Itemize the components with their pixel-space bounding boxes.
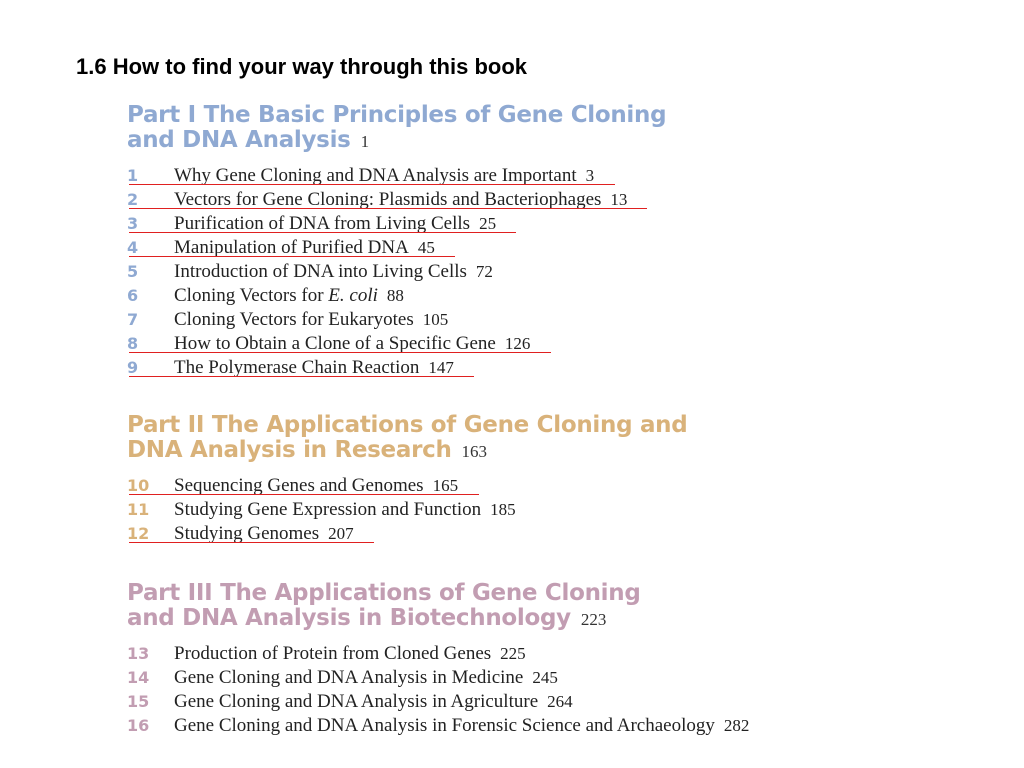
chapter-page: 72 [475,262,493,281]
chapter-page: 13 [610,190,628,209]
chapter-number: 7 [127,310,139,329]
chapter-page: 282 [723,716,750,735]
red-underline-mark [129,184,615,185]
chapter-page: 165 [432,476,459,495]
chapter-row [127,474,1007,498]
part-3-heading [127,581,1007,632]
red-underline-mark [129,208,647,209]
chapter-row [127,260,1007,284]
chapter-title: Cloning Vectors for Eukaryotes [174,309,414,330]
chapter-row [127,308,1007,332]
chapter-row [127,332,1007,356]
chapter-row [127,642,1007,666]
chapter-page: 126 [504,334,531,353]
chapter-row [127,498,1007,522]
chapter-title: Sequencing Genes and Genomes [174,475,424,496]
chapter-page: 25 [479,214,497,233]
chapter-row [127,522,1007,546]
part-heading-line1: Part III The Applications of Gene Cloning [127,580,641,606]
chapter-row [127,164,1007,188]
chapter-title-text: Cloning Vectors for [174,285,329,306]
chapter-number: 16 [127,716,150,735]
chapter-page: 3 [585,166,595,185]
chapter-page: 264 [547,692,573,711]
part-page-number: 1 [360,132,370,151]
chapter-title: Why Gene Cloning and DNA Analysis are Important [174,165,577,186]
chapter-number: 6 [127,286,139,305]
chapter-number: 13 [127,644,150,663]
chapter-number: 8 [127,334,139,353]
chapter-title: Gene Cloning and DNA Analysis in Agriculture [174,691,539,712]
part-heading-line2: and DNA Analysis [127,127,351,153]
chapter-page: 45 [417,238,435,257]
chapter-page: 88 [386,286,404,305]
part-2-heading [127,413,1007,464]
chapter-page: 225 [500,644,526,663]
chapter-title: Manipulation of Purified DNA [174,237,409,258]
part-1-heading [127,103,1007,154]
red-underline-mark [129,542,374,543]
red-underline-mark [129,256,455,257]
chapter-title [174,285,378,306]
chapter-row [127,690,1007,714]
chapter-row [127,236,1007,260]
slide-title: 1.6 How to find your way through this book [76,54,527,79]
part-1-section [127,103,1007,380]
chapter-row [127,212,1007,236]
chapter-number: 2 [127,190,139,209]
red-underline-mark [129,494,479,495]
chapter-list [127,474,1007,546]
chapter-list [127,164,1007,380]
red-underline-mark [129,352,551,353]
chapter-page: 105 [422,310,449,329]
red-underline-mark [129,376,474,377]
chapter-row [127,714,1007,738]
chapter-title: How to Obtain a Clone of a Specific Gene [174,333,496,354]
part-2-section [127,413,1007,546]
chapter-number: 9 [127,358,139,377]
chapter-title: Gene Cloning and DNA Analysis in Medicine [174,667,524,688]
part-heading-line2: DNA Analysis in Research [127,437,452,463]
chapter-number: 3 [127,214,139,233]
chapter-title: Studying Genomes [174,523,320,544]
chapter-number: 14 [127,668,150,687]
chapter-number: 4 [127,238,139,257]
chapter-row [127,356,1007,380]
chapter-title: The Polymerase Chain Reaction [174,357,420,378]
chapter-title: Production of Protein from Cloned Genes [174,643,492,664]
chapter-number: 5 [127,262,139,281]
part-page-number: 163 [461,442,488,461]
chapter-page: 185 [490,500,516,519]
red-underline-mark [129,232,516,233]
chapter-title-italic: E. coli [328,285,378,306]
chapter-title: Purification of DNA from Living Cells [174,213,471,234]
chapter-number: 11 [127,500,150,519]
chapter-title: Vectors for Gene Cloning: Plasmids and Bacteriophages [174,189,602,210]
chapter-title: Introduction of DNA into Living Cells [174,261,467,282]
part-heading-line1: Part I The Basic Principles of Gene Cloning [127,102,667,128]
chapter-row [127,284,1007,308]
chapter-page: 147 [428,358,454,377]
chapter-page: 207 [328,524,354,543]
part-3-section [127,581,1007,738]
chapter-row [127,188,1007,212]
part-heading-line2: and DNA Analysis in Biotechnology [127,605,571,631]
part-heading-line1: Part II The Applications of Gene Cloning and [127,412,688,438]
chapter-number: 10 [127,476,150,495]
chapter-title: Gene Cloning and DNA Analysis in Forensic Science and Archaeology [174,715,715,736]
chapter-list [127,642,1007,738]
chapter-number: 1 [127,166,139,185]
chapter-number: 15 [127,692,150,711]
chapter-number: 12 [127,524,150,543]
part-page-number: 223 [580,610,607,629]
chapter-title: Studying Gene Expression and Function [174,499,482,520]
chapter-row [127,666,1007,690]
chapter-page: 245 [532,668,558,687]
